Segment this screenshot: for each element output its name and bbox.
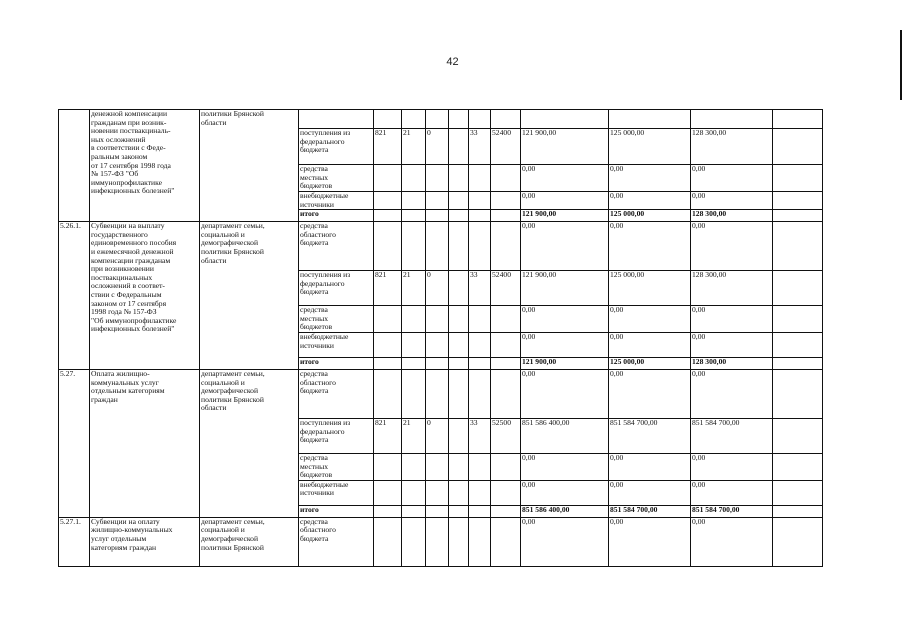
code-cell xyxy=(449,453,469,480)
amount-cell: 851 584 700,00 xyxy=(609,505,691,517)
code-cell: 21 xyxy=(402,271,426,306)
code-cell xyxy=(402,453,426,480)
code-cell xyxy=(449,517,469,566)
code-cell xyxy=(469,480,491,505)
amount-cell: 0,00 xyxy=(521,332,609,357)
item-executor: политики Брянской области xyxy=(200,110,299,222)
amount-cell: 128 300,00 xyxy=(691,271,773,306)
amount-cell: 0,00 xyxy=(609,165,691,192)
amount-cell: 125 000,00 xyxy=(609,271,691,306)
item-executor: департамент семьи, социальной и демографической политики Брянской области xyxy=(200,369,299,517)
amount-cell: 0,00 xyxy=(691,192,773,210)
code-cell xyxy=(491,505,521,517)
code-cell xyxy=(449,332,469,357)
code-cell xyxy=(449,480,469,505)
empty-cell xyxy=(773,505,823,517)
empty-cell xyxy=(773,271,823,306)
code-cell xyxy=(449,369,469,418)
code-cell xyxy=(491,517,521,566)
code-cell: 52400 xyxy=(491,129,521,165)
code-cell xyxy=(449,306,469,333)
code-cell xyxy=(449,505,469,517)
amount-cell: 125 000,00 xyxy=(609,129,691,165)
code-cell xyxy=(491,110,521,129)
empty-cell xyxy=(773,165,823,192)
amount-cell: 0,00 xyxy=(609,222,691,271)
code-cell xyxy=(491,453,521,480)
code-cell xyxy=(402,332,426,357)
code-cell xyxy=(426,210,449,222)
amount-cell: 121 900,00 xyxy=(521,210,609,222)
code-cell xyxy=(402,480,426,505)
empty-cell xyxy=(773,210,823,222)
empty-cell xyxy=(773,110,823,129)
code-cell xyxy=(426,332,449,357)
amount-cell: 0,00 xyxy=(691,517,773,566)
code-cell xyxy=(374,210,402,222)
amount-cell: 0,00 xyxy=(521,222,609,271)
code-cell xyxy=(469,192,491,210)
item-number: 5.27.1. xyxy=(59,517,90,566)
code-cell xyxy=(426,505,449,517)
amount-cell: 0,00 xyxy=(691,369,773,418)
table-row xyxy=(59,517,823,566)
empty-cell xyxy=(773,453,823,480)
amount-cell: 128 300,00 xyxy=(691,129,773,165)
funding-source: поступления из федерального бюджета xyxy=(299,271,374,306)
item-name: Субвенции на выплату государственного единовременного пособия и ежемесячной денежной компенсации гражданам при возникновении поствакцинальных осложнений в соответ- ствии с Федеральным законом от 17 сентября 1998 года № 157-ФЗ "Об иммунопрофилактике инфекционных болезней" xyxy=(90,222,200,370)
amount-cell: 0,00 xyxy=(609,453,691,480)
code-cell xyxy=(374,453,402,480)
code-cell: 0 xyxy=(426,418,449,453)
code-cell xyxy=(402,369,426,418)
code-cell: 33 xyxy=(469,271,491,306)
amount-cell: 0,00 xyxy=(609,306,691,333)
code-cell xyxy=(426,165,449,192)
code-cell xyxy=(402,517,426,566)
code-cell xyxy=(402,110,426,129)
item-number: 5.27. xyxy=(59,369,90,517)
amount-cell: 0,00 xyxy=(609,480,691,505)
code-cell xyxy=(402,165,426,192)
item-name: Субвенции на оплату жилищно-коммунальных услуг отдельным категориям граждан xyxy=(90,517,200,566)
code-cell xyxy=(469,222,491,271)
amount-cell: 0,00 xyxy=(609,332,691,357)
amount-cell: 0,00 xyxy=(521,453,609,480)
code-cell xyxy=(374,480,402,505)
code-cell xyxy=(469,357,491,369)
code-cell xyxy=(374,505,402,517)
amount-cell: 0,00 xyxy=(521,517,609,566)
empty-cell xyxy=(773,369,823,418)
amount-cell: 0,00 xyxy=(609,517,691,566)
code-cell xyxy=(491,332,521,357)
funding-source: средства местных бюджетов xyxy=(299,453,374,480)
code-cell xyxy=(449,165,469,192)
code-cell: 821 xyxy=(374,418,402,453)
code-cell xyxy=(402,306,426,333)
code-cell xyxy=(449,271,469,306)
code-cell xyxy=(449,357,469,369)
code-cell xyxy=(426,517,449,566)
empty-cell xyxy=(773,332,823,357)
code-cell: 33 xyxy=(469,129,491,165)
amount-cell: 851 586 400,00 xyxy=(521,418,609,453)
code-cell xyxy=(491,357,521,369)
page-number: 42 xyxy=(446,56,459,68)
funding-source: средства местных бюджетов xyxy=(299,306,374,333)
amount-cell: 128 300,00 xyxy=(691,357,773,369)
funding-source: внебюджетные источники xyxy=(299,480,374,505)
code-cell xyxy=(469,165,491,192)
code-cell xyxy=(469,369,491,418)
funding-source: средства областного бюджета xyxy=(299,369,374,418)
code-cell xyxy=(426,192,449,210)
funding-source: внебюджетные источники xyxy=(299,332,374,357)
code-cell xyxy=(374,357,402,369)
amount-cell: 0,00 xyxy=(521,306,609,333)
funding-source: средства местных бюджетов xyxy=(299,165,374,192)
code-cell xyxy=(374,222,402,271)
code-cell xyxy=(469,505,491,517)
code-cell xyxy=(491,306,521,333)
amount-cell xyxy=(691,110,773,129)
amount-cell: 0,00 xyxy=(609,192,691,210)
code-cell xyxy=(449,192,469,210)
table-row xyxy=(59,222,823,271)
amount-cell: 0,00 xyxy=(691,480,773,505)
amount-cell: 0,00 xyxy=(521,369,609,418)
amount-cell: 851 586 400,00 xyxy=(521,505,609,517)
amount-cell: 0,00 xyxy=(691,453,773,480)
code-cell: 52500 xyxy=(491,418,521,453)
amount-cell: 0,00 xyxy=(691,222,773,271)
code-cell xyxy=(402,210,426,222)
amount-cell: 0,00 xyxy=(691,306,773,333)
amount-cell: 0,00 xyxy=(521,165,609,192)
code-cell xyxy=(449,210,469,222)
funding-source: средства областного бюджета xyxy=(299,517,374,566)
code-cell: 0 xyxy=(426,271,449,306)
code-cell xyxy=(449,110,469,129)
code-cell: 0 xyxy=(426,129,449,165)
item-executor: департамент семьи, социальной и демографической политики Брянской области xyxy=(200,222,299,370)
amount-cell: 121 900,00 xyxy=(521,129,609,165)
amount-cell: 121 900,00 xyxy=(521,271,609,306)
code-cell xyxy=(469,453,491,480)
code-cell xyxy=(374,369,402,418)
code-cell xyxy=(469,210,491,222)
funding-source: итого xyxy=(299,505,374,517)
code-cell xyxy=(491,210,521,222)
code-cell xyxy=(426,369,449,418)
funding-source: внебюджетные источники xyxy=(299,192,374,210)
code-cell xyxy=(426,453,449,480)
code-cell: 33 xyxy=(469,418,491,453)
code-cell xyxy=(449,418,469,453)
funding-source: итого xyxy=(299,357,374,369)
amount-cell: 128 300,00 xyxy=(691,210,773,222)
amount-cell: 0,00 xyxy=(521,480,609,505)
code-cell xyxy=(426,222,449,271)
budget-table xyxy=(58,109,823,567)
amount-cell: 0,00 xyxy=(691,165,773,192)
code-cell xyxy=(491,192,521,210)
code-cell xyxy=(374,517,402,566)
code-cell xyxy=(469,517,491,566)
amount-cell xyxy=(609,110,691,129)
empty-cell xyxy=(773,418,823,453)
code-cell xyxy=(374,165,402,192)
code-cell xyxy=(402,192,426,210)
code-cell xyxy=(491,369,521,418)
code-cell xyxy=(469,306,491,333)
code-cell xyxy=(374,306,402,333)
page-edge-rule xyxy=(900,30,902,100)
code-cell xyxy=(402,357,426,369)
code-cell xyxy=(426,306,449,333)
code-cell xyxy=(491,165,521,192)
item-executor: департамент семьи, социальной и демографической политики Брянской xyxy=(200,517,299,566)
empty-cell xyxy=(773,480,823,505)
code-cell xyxy=(426,480,449,505)
empty-cell xyxy=(773,517,823,566)
funding-source: средства областного бюджета xyxy=(299,222,374,271)
amount-cell: 121 900,00 xyxy=(521,357,609,369)
code-cell: 821 xyxy=(374,271,402,306)
empty-cell xyxy=(773,129,823,165)
item-name: денежной компенсации гражданам при возник- новении поствакциналь- ных осложнений в соответствии с Феде- ральным законом от 17 сентября 1998 года № 157-ФЗ "Об иммунопрофилактике инфекционных болезней" xyxy=(90,110,200,222)
code-cell: 21 xyxy=(402,129,426,165)
code-cell xyxy=(491,480,521,505)
code-cell xyxy=(469,332,491,357)
amount-cell: 125 000,00 xyxy=(609,357,691,369)
table-row xyxy=(59,369,823,418)
code-cell xyxy=(491,222,521,271)
amount-cell: 851 584 700,00 xyxy=(691,505,773,517)
code-cell: 52400 xyxy=(491,271,521,306)
funding-source: поступления из федерального бюджета xyxy=(299,418,374,453)
code-cell xyxy=(426,110,449,129)
item-number xyxy=(59,110,90,222)
funding-source xyxy=(299,110,374,129)
code-cell xyxy=(374,192,402,210)
empty-cell xyxy=(773,222,823,271)
code-cell xyxy=(374,332,402,357)
amount-cell: 0,00 xyxy=(691,332,773,357)
item-name: Оплата жилищно- коммунальных услуг отдельным категориям граждан xyxy=(90,369,200,517)
code-cell xyxy=(426,357,449,369)
code-cell xyxy=(402,222,426,271)
code-cell xyxy=(449,129,469,165)
amount-cell: 0,00 xyxy=(609,369,691,418)
empty-cell xyxy=(773,357,823,369)
code-cell xyxy=(374,110,402,129)
amount-cell xyxy=(521,110,609,129)
amount-cell: 125 000,00 xyxy=(609,210,691,222)
amount-cell: 851 584 700,00 xyxy=(609,418,691,453)
funding-source: поступления из федерального бюджета xyxy=(299,129,374,165)
code-cell: 821 xyxy=(374,129,402,165)
code-cell xyxy=(469,110,491,129)
code-cell xyxy=(449,222,469,271)
empty-cell xyxy=(773,306,823,333)
amount-cell: 851 584 700,00 xyxy=(691,418,773,453)
table-row xyxy=(59,110,823,129)
amount-cell: 0,00 xyxy=(521,192,609,210)
empty-cell xyxy=(773,192,823,210)
item-number: 5.26.1. xyxy=(59,222,90,370)
code-cell: 21 xyxy=(402,418,426,453)
funding-source: итого xyxy=(299,210,374,222)
code-cell xyxy=(402,505,426,517)
